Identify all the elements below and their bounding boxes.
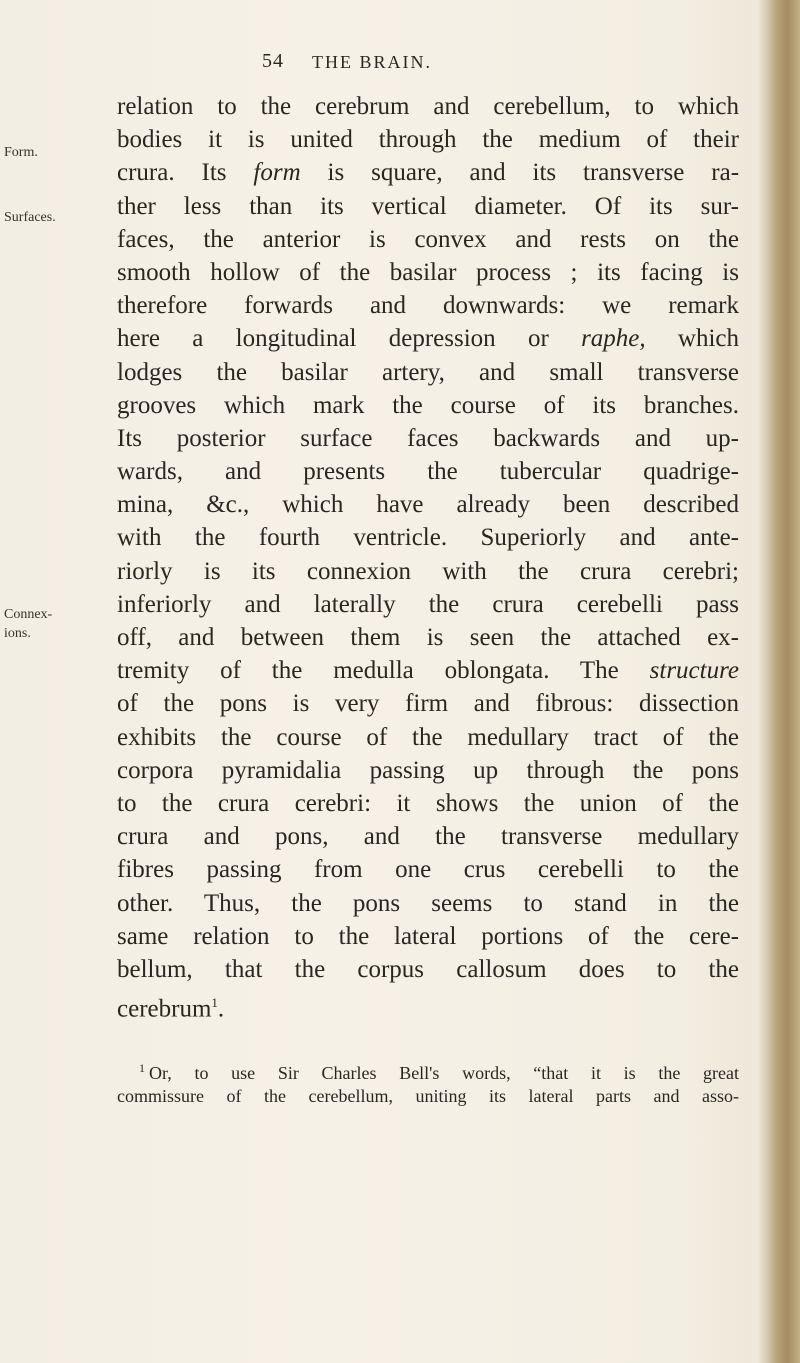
text-line: corpora pyramidalia passing up through the pons (117, 756, 739, 784)
text-line (117, 156, 739, 189)
text-line: smooth hollow of the basilar process ; its facing is (117, 258, 739, 286)
text-line: mina, &c., which have already been described (117, 491, 739, 519)
text-line: off, and between them is seen the attached ex- (117, 624, 739, 651)
footnote-reference[interactable]: 1 (211, 995, 218, 1011)
text-line: bodies it is united through the medium of their (117, 126, 739, 154)
text-line: other. Thus, the pons seems to stand in the (117, 889, 739, 917)
footnote (117, 1057, 739, 1108)
text-span: . (217, 995, 225, 1023)
text-line: to the crura cerebri: it shows the union of the (117, 789, 739, 817)
text-line (117, 986, 739, 1023)
text-line: faces, the anterior is convex and rests on the (117, 225, 739, 253)
page-number: 54 (262, 50, 284, 72)
margin-note-connexions-part2: ions. (4, 626, 31, 641)
text-line: riorly is its connexion with the crura cerebri; (117, 557, 739, 585)
page-edge-shadow (758, 0, 800, 1363)
text-span: which (677, 325, 740, 353)
text-line (117, 654, 739, 687)
text-line: crura and pons, and the transverse medullary (117, 823, 739, 851)
text-line: same relation to the lateral portions of the cere- (117, 922, 739, 950)
text-line: lodges the basilar artery, and small transverse (117, 358, 739, 386)
text-span: tremity of the medulla oblongata. The (117, 657, 619, 685)
margin-note-connexions-part1: Connex- (4, 607, 53, 622)
text-line (117, 322, 739, 355)
margin-note-form: Form. (4, 145, 38, 160)
text-line: therefore forwards and downwards: we remark (117, 292, 739, 320)
text-line: inferiorly and laterally the crura cerebelli pass (117, 590, 739, 618)
running-head: THE BRAIN. (312, 52, 432, 72)
page-header (262, 50, 742, 80)
text-line: Its posterior surface faces backwards and up- (117, 424, 739, 452)
text-span: cerebrum (117, 995, 212, 1023)
footnote-marker: 1 (139, 1061, 145, 1075)
text-line: grooves which mark the course of its branches. (117, 391, 739, 419)
italic-term-structure: structure (649, 657, 739, 685)
margin-note-surfaces: Surfaces. (4, 210, 56, 225)
italic-term-form: form (253, 159, 301, 187)
footnote-line (117, 1057, 739, 1085)
text-line: exhibits the course of the medullary tract of the (117, 723, 739, 751)
footnote-text: Or, to use Sir Charles Bell's words, “that it is the great (149, 1063, 739, 1083)
text-line: wards, and presents the tubercular quadrige- (117, 458, 739, 486)
text-line: relation to the cerebrum and cerebellum, to which (117, 93, 739, 120)
margin-note-connexions (4, 605, 94, 643)
text-span: crura. (117, 159, 175, 187)
text-span: here a longitudinal depression or (117, 325, 549, 353)
text-line: fibres passing from one crus cerebelli to the (117, 856, 739, 884)
body-paragraph (117, 90, 740, 1023)
text-line: of the pons is very firm and fibrous: dissection (117, 690, 739, 718)
italic-term-raphe: raphe, (581, 325, 646, 353)
text-span: is square, and its transverse ra- (327, 159, 740, 187)
footnote-line: commissure of the cerebellum, uniting its lateral parts and asso- (117, 1086, 739, 1106)
text-line: with the fourth ventricle. Superiorly and ante- (117, 524, 739, 552)
text-line: bellum, that the corpus callosum does to the (117, 955, 739, 983)
text-line: ther less than its vertical diameter. Of its sur- (117, 192, 739, 220)
text-span: Its (201, 159, 227, 187)
